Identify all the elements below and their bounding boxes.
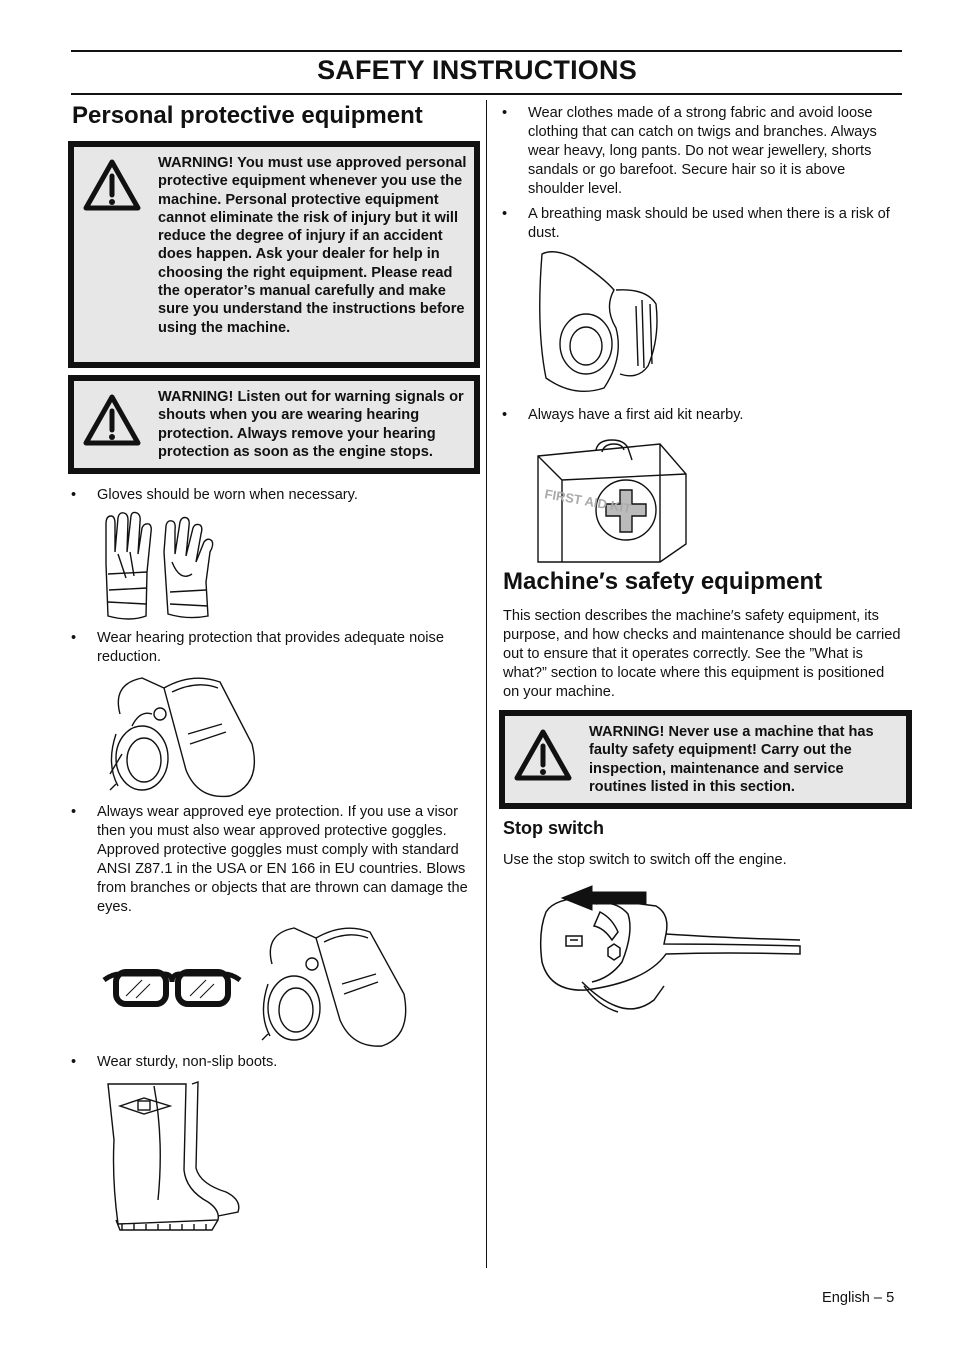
- list-item-first-aid: [502, 406, 903, 425]
- first-aid-kit-illustration: [536, 440, 688, 564]
- goggles-illustration: [102, 964, 242, 1010]
- column-divider: [486, 100, 487, 1268]
- first-aid-kit-label: FIRST AID KIT: [543, 486, 633, 517]
- warning-box-ppe: [68, 141, 480, 368]
- list-item-breathing-mask: [502, 205, 903, 243]
- warning-text-hearing: WARNING! Listen out for warning signals or shouts when you are wearing hearing protection. Always remove your hearing protection as soon as the engine stops.: [158, 389, 464, 460]
- warning-box-machine: [499, 710, 912, 809]
- bullet: •: [502, 206, 508, 222]
- list-item-hearing: [71, 629, 472, 667]
- bullet: •: [71, 804, 77, 820]
- bullet: •: [71, 630, 77, 646]
- warning-triangle-icon: [83, 159, 141, 211]
- list-item-text: Gloves should be worn when necessary.: [97, 487, 358, 503]
- list-item-text: Wear clothes made of a strong fabric and avoid loose clothing that can catch on twigs and branches. Always wear heavy, long pants. Do not wear jewellery, shorts sandals or go barefoot. Secure hair so it is above shoulder level.: [528, 105, 877, 197]
- machine-safety-intro: This section describes the machine′s safety equipment, its purpose, and how checks and maintenance should be carried out to ensure that it operates correctly. See the ”What is what?” section to locate where this equipment is positioned on your machine.: [503, 608, 901, 700]
- visor-illustration: [258, 924, 410, 1050]
- gloves-illustration: [100, 512, 222, 624]
- list-item-gloves: [71, 486, 467, 505]
- warning-box-hearing: [68, 375, 480, 474]
- list-item-text: Wear hearing protection that provides adequate noise reduction.: [97, 630, 444, 665]
- list-item-boots: [71, 1053, 467, 1072]
- hearing-protection-illustration: [102, 674, 258, 800]
- list-item-text: Always wear approved eye protection. If you use a visor then you must also wear approved protective goggles. Approved protective goggles must comply with standard ANSI Z87.1 in the USA or EN 166 in EU countries. Blows from branches or objects that are thrown can damage the eyes.: [97, 804, 468, 915]
- list-item-text: A breathing mask should be used when there is a risk of dust.: [528, 206, 890, 241]
- subheading-stop-switch: Stop switch: [503, 818, 605, 838]
- warning-text-ppe: WARNING! You must use approved personal protective equipment whenever you use the machine. Personal protective equipment cannot eliminate the risk of injury but it will reduce the degree of injury if an accident does happen. Ask your dealer for help in choosing the right equipment. Please read the operator’s manual carefully and make sure you understand the instructions before using the machine.: [158, 155, 467, 336]
- list-item-eye-protection: [71, 803, 472, 917]
- bullet: •: [502, 407, 508, 423]
- warning-text-machine: WARNING! Never use a machine that has faulty safety equipment! Carry out the inspection, maintenance and service routines listed in this section.: [589, 724, 874, 795]
- stop-switch-illustration: [536, 882, 804, 1022]
- bullet: •: [502, 105, 508, 121]
- warning-triangle-icon: [83, 394, 141, 446]
- header-top-rule: [71, 50, 902, 52]
- stop-switch-text: Use the stop switch to switch off the engine.: [503, 852, 787, 868]
- list-item-clothing: [502, 104, 903, 199]
- bullet: •: [71, 1054, 77, 1070]
- section-heading-machine-safety: Machine′s safety equipment: [503, 568, 823, 595]
- page-footer: English – 5: [822, 1290, 895, 1306]
- boots-illustration: [104, 1080, 244, 1232]
- warning-triangle-icon: [514, 729, 572, 781]
- list-item-text: Always have a first aid kit nearby.: [528, 407, 744, 423]
- breathing-mask-illustration: [534, 248, 662, 398]
- bullet: •: [71, 487, 77, 503]
- header-bottom-rule: [71, 93, 902, 95]
- list-item-text: Wear sturdy, non-slip boots.: [97, 1054, 278, 1070]
- page-title: SAFETY INSTRUCTIONS: [317, 55, 637, 85]
- section-heading-ppe: Personal protective equipment: [72, 102, 423, 129]
